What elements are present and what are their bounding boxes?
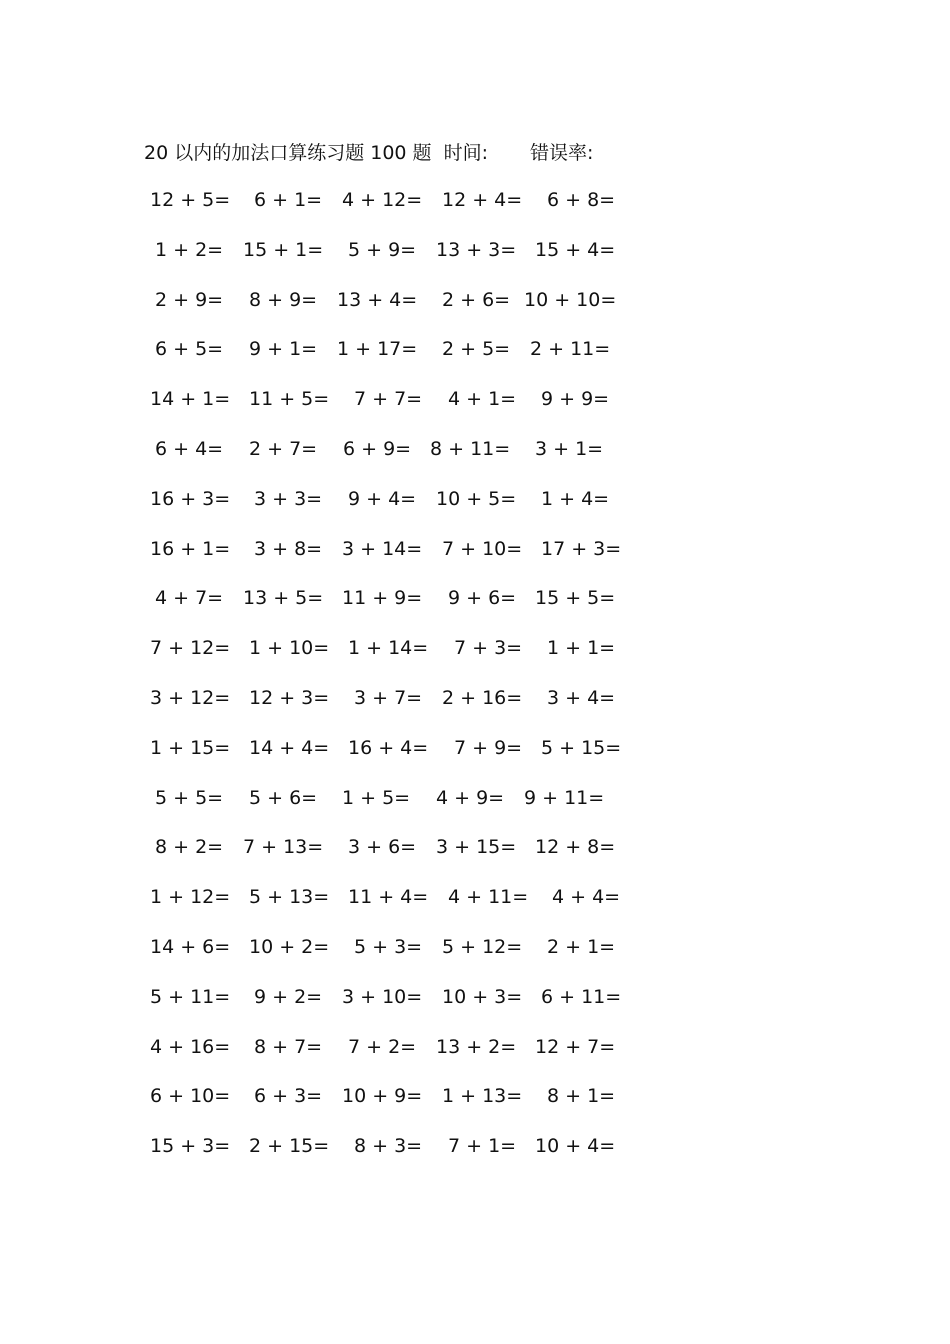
problem-r8-c3: 3 + 14=	[342, 538, 423, 560]
problem-r3-c2: 8 + 9=	[249, 289, 318, 311]
problem-r16-c1: 14 + 6=	[150, 936, 231, 958]
worksheet-title: 20 以内的加法口算练习题 100 题	[144, 141, 432, 164]
problem-r4-c1: 6 + 5=	[155, 338, 224, 360]
problem-r1-c3: 4 + 12=	[342, 189, 423, 211]
time-label: 时间:	[443, 141, 488, 164]
problem-r18-c1: 4 + 16=	[150, 1036, 231, 1058]
problem-r9-c1: 4 + 7=	[155, 587, 224, 609]
problem-r4-c5: 2 + 11=	[530, 338, 611, 360]
problem-r8-c5: 17 + 3=	[541, 538, 622, 560]
problem-r1-c2: 6 + 1=	[254, 189, 323, 211]
problem-r19-c3: 10 + 9=	[342, 1085, 423, 1107]
problem-r8-c2: 3 + 8=	[254, 538, 323, 560]
problem-r7-c3: 9 + 4=	[348, 488, 417, 510]
problem-r16-c2: 10 + 2=	[249, 936, 330, 958]
problem-r18-c5: 12 + 7=	[535, 1036, 616, 1058]
problem-r14-c2: 7 + 13=	[243, 836, 324, 858]
problem-r14-c4: 3 + 15=	[436, 836, 517, 858]
problem-r3-c1: 2 + 9=	[155, 289, 224, 311]
problem-r1-c5: 6 + 8=	[547, 189, 616, 211]
problem-r4-c3: 1 + 17=	[337, 338, 418, 360]
problem-r17-c1: 5 + 11=	[150, 986, 231, 1008]
problem-r15-c5: 4 + 4=	[552, 886, 621, 908]
problem-r5-c4: 4 + 1=	[448, 388, 517, 410]
problem-r13-c4: 4 + 9=	[436, 787, 505, 809]
problem-r19-c2: 6 + 3=	[254, 1085, 323, 1107]
problem-r10-c4: 7 + 3=	[454, 637, 523, 659]
problem-r7-c2: 3 + 3=	[254, 488, 323, 510]
problem-r7-c1: 16 + 3=	[150, 488, 231, 510]
problem-r11-c4: 2 + 16=	[442, 687, 523, 709]
problem-r14-c5: 12 + 8=	[535, 836, 616, 858]
problem-r13-c3: 1 + 5=	[342, 787, 411, 809]
problem-r16-c4: 5 + 12=	[442, 936, 523, 958]
problem-r9-c3: 11 + 9=	[342, 587, 423, 609]
problem-r16-c5: 2 + 1=	[547, 936, 616, 958]
problem-r3-c5: 10 + 10=	[524, 289, 617, 311]
problem-r1-c4: 12 + 4=	[442, 189, 523, 211]
problem-r8-c4: 7 + 10=	[442, 538, 523, 560]
problem-r6-c4: 8 + 11=	[430, 438, 511, 460]
problem-r13-c5: 9 + 11=	[524, 787, 605, 809]
problem-r14-c3: 3 + 6=	[348, 836, 417, 858]
problem-r10-c2: 1 + 10=	[249, 637, 330, 659]
error-rate-label: 错误率:	[529, 141, 594, 164]
problem-r6-c5: 3 + 1=	[535, 438, 604, 460]
problem-r11-c1: 3 + 12=	[150, 687, 231, 709]
problem-r4-c4: 2 + 5=	[442, 338, 511, 360]
problem-r20-c4: 7 + 1=	[448, 1135, 517, 1157]
problem-r9-c2: 13 + 5=	[243, 587, 324, 609]
problem-r15-c2: 5 + 13=	[249, 886, 330, 908]
problem-r2-c2: 15 + 1=	[243, 239, 324, 261]
problem-r2-c5: 15 + 4=	[535, 239, 616, 261]
problem-r6-c3: 6 + 9=	[343, 438, 412, 460]
problem-r2-c3: 5 + 9=	[348, 239, 417, 261]
problem-r18-c4: 13 + 2=	[436, 1036, 517, 1058]
problem-r18-c3: 7 + 2=	[348, 1036, 417, 1058]
problem-r17-c4: 10 + 3=	[442, 986, 523, 1008]
problem-r19-c1: 6 + 10=	[150, 1085, 231, 1107]
problem-r15-c3: 11 + 4=	[348, 886, 429, 908]
problem-r10-c1: 7 + 12=	[150, 637, 231, 659]
problem-r7-c5: 1 + 4=	[541, 488, 610, 510]
problem-r16-c3: 5 + 3=	[354, 936, 423, 958]
problem-r5-c5: 9 + 9=	[541, 388, 610, 410]
problem-r12-c4: 7 + 9=	[454, 737, 523, 759]
problem-r6-c1: 6 + 4=	[155, 438, 224, 460]
problem-r13-c1: 5 + 5=	[155, 787, 224, 809]
problem-r5-c3: 7 + 7=	[354, 388, 423, 410]
problem-r19-c5: 8 + 1=	[547, 1085, 616, 1107]
problem-r20-c2: 2 + 15=	[249, 1135, 330, 1157]
problem-r20-c3: 8 + 3=	[354, 1135, 423, 1157]
problem-r17-c2: 9 + 2=	[254, 986, 323, 1008]
problem-r7-c4: 10 + 5=	[436, 488, 517, 510]
problem-r20-c5: 10 + 4=	[535, 1135, 616, 1157]
problem-r3-c4: 2 + 6=	[442, 289, 511, 311]
problem-r4-c2: 9 + 1=	[249, 338, 318, 360]
problem-r2-c4: 13 + 3=	[436, 239, 517, 261]
problem-r3-c3: 13 + 4=	[337, 289, 418, 311]
problem-r11-c5: 3 + 4=	[547, 687, 616, 709]
problem-r12-c5: 5 + 15=	[541, 737, 622, 759]
problem-r9-c5: 15 + 5=	[535, 587, 616, 609]
problem-r11-c3: 3 + 7=	[354, 687, 423, 709]
problem-r1-c1: 12 + 5=	[150, 189, 231, 211]
problem-r6-c2: 2 + 7=	[249, 438, 318, 460]
problem-r9-c4: 9 + 6=	[448, 587, 517, 609]
problem-r10-c5: 1 + 1=	[547, 637, 616, 659]
problem-r20-c1: 15 + 3=	[150, 1135, 231, 1157]
problem-r10-c3: 1 + 14=	[348, 637, 429, 659]
problem-r2-c1: 1 + 2=	[155, 239, 224, 261]
problem-r13-c2: 5 + 6=	[249, 787, 318, 809]
problem-r14-c1: 8 + 2=	[155, 836, 224, 858]
problem-r12-c3: 16 + 4=	[348, 737, 429, 759]
problem-r17-c3: 3 + 10=	[342, 986, 423, 1008]
problem-r12-c2: 14 + 4=	[249, 737, 330, 759]
problem-r11-c2: 12 + 3=	[249, 687, 330, 709]
problem-r17-c5: 6 + 11=	[541, 986, 622, 1008]
worksheet-header	[144, 137, 593, 165]
problem-r5-c1: 14 + 1=	[150, 388, 231, 410]
problem-r18-c2: 8 + 7=	[254, 1036, 323, 1058]
problem-r8-c1: 16 + 1=	[150, 538, 231, 560]
problem-r15-c1: 1 + 12=	[150, 886, 231, 908]
problem-r19-c4: 1 + 13=	[442, 1085, 523, 1107]
problem-r5-c2: 11 + 5=	[249, 388, 330, 410]
problem-r12-c1: 1 + 15=	[150, 737, 231, 759]
problem-r15-c4: 4 + 11=	[448, 886, 529, 908]
